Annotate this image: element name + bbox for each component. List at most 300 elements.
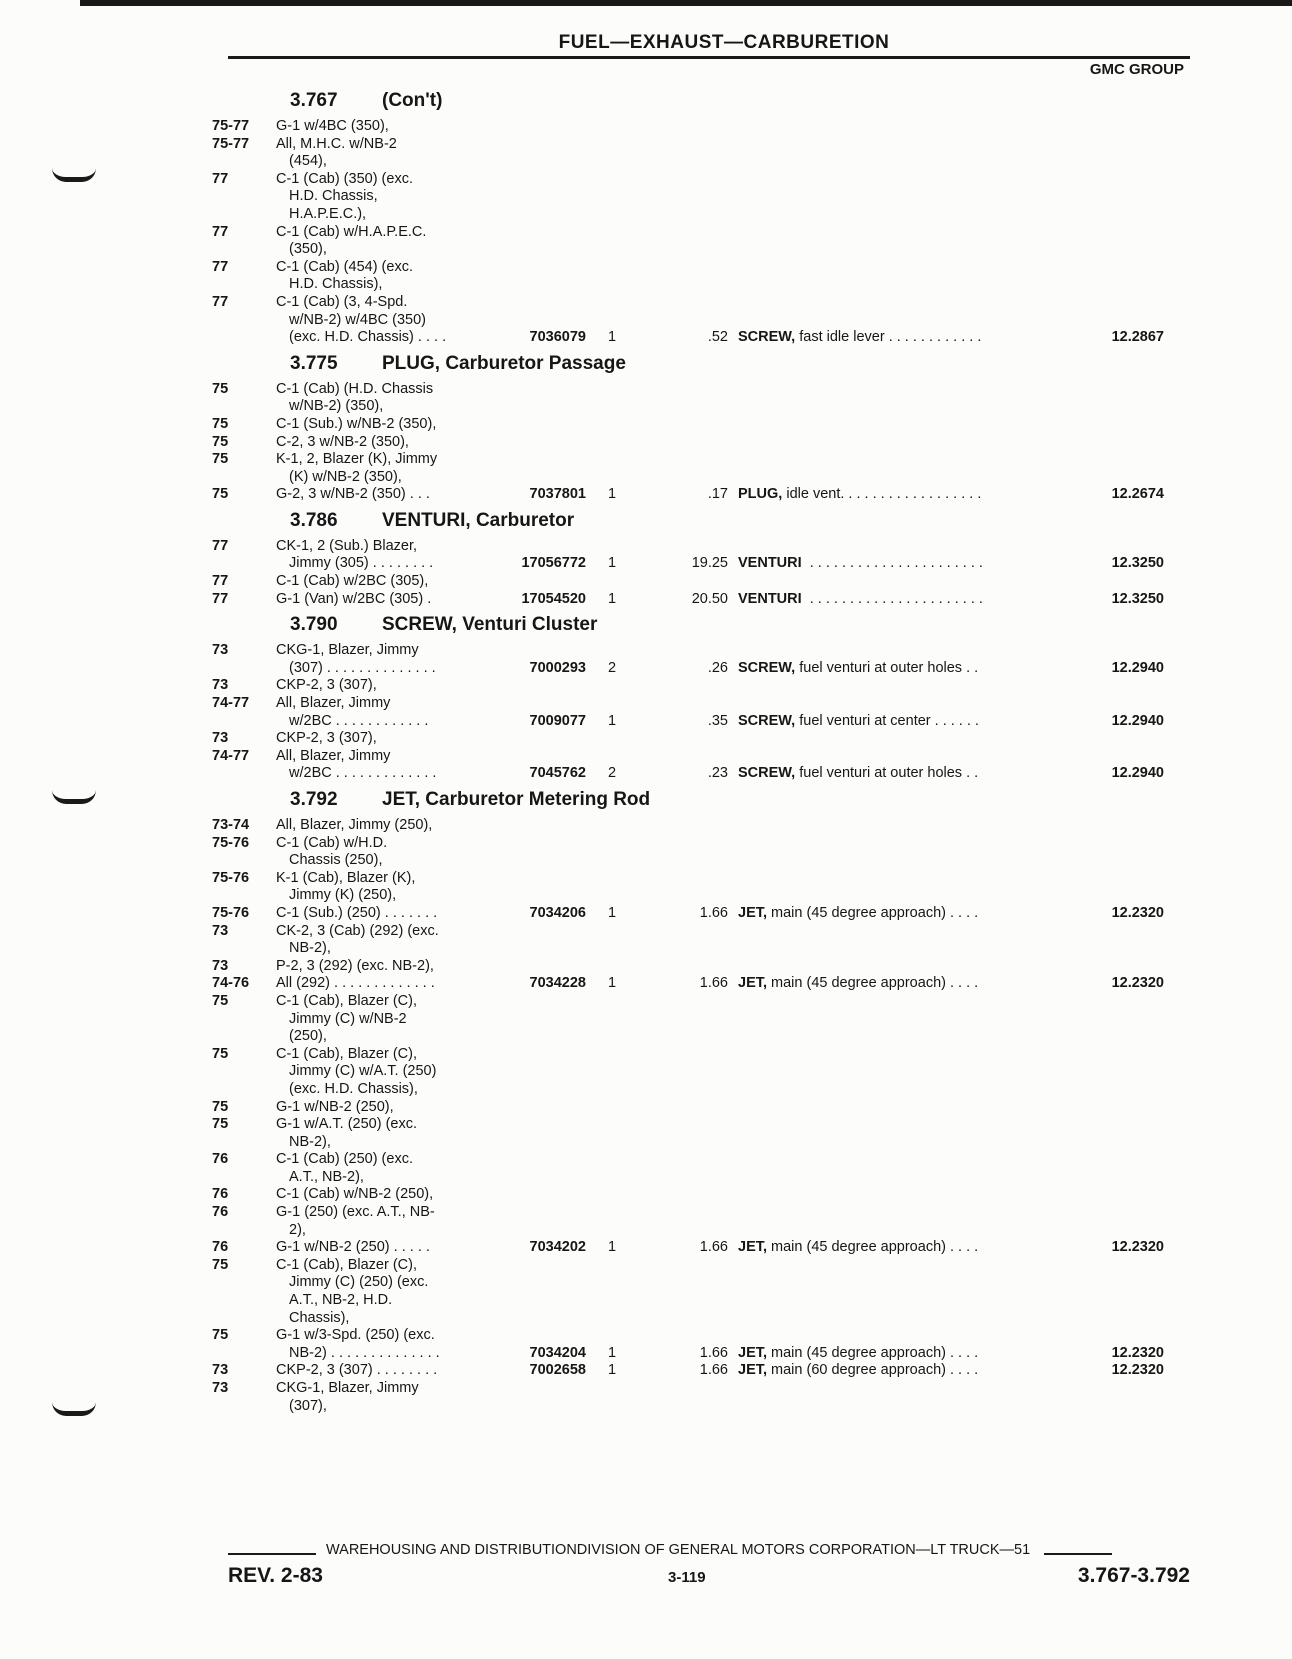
part-number: 7034204 bbox=[529, 1344, 586, 1361]
section-title: SCREW, Venturi Cluster bbox=[382, 614, 598, 636]
model-application bbox=[276, 381, 492, 416]
model-year: 73 bbox=[212, 642, 229, 659]
catalog-section bbox=[212, 789, 1192, 1415]
part-detail: main (60 degree approach) . . . . bbox=[767, 1362, 979, 1379]
section-heading bbox=[212, 90, 1192, 118]
catalog-row bbox=[212, 1046, 1192, 1099]
quantity: 1 bbox=[608, 555, 617, 572]
model-application bbox=[276, 591, 492, 609]
model-application bbox=[276, 1204, 492, 1239]
model-year: 77 bbox=[212, 223, 229, 240]
part-detail: main (45 degree approach) . . . . bbox=[767, 1239, 979, 1256]
model-application bbox=[276, 1116, 492, 1151]
part-description bbox=[738, 905, 1056, 923]
model-line: (exc. H.D. Chassis) . . . . bbox=[289, 329, 447, 346]
part-number: 17054520 bbox=[521, 590, 586, 607]
model-line: C-1 (Sub.) (250) . . . . . . . bbox=[276, 904, 438, 921]
model-year: 75-76 bbox=[212, 834, 250, 851]
model-application bbox=[276, 975, 492, 993]
model-line: CK-2, 3 (Cab) (292) (exc. bbox=[276, 922, 439, 939]
model-line: C-1 (Cab) (454) (exc. bbox=[276, 258, 413, 275]
parts-listing bbox=[212, 84, 1192, 1415]
catalog-row bbox=[212, 993, 1192, 1046]
catalog-group-number: 12.2320 bbox=[1111, 1239, 1164, 1256]
model-application bbox=[276, 730, 492, 748]
price: 20.50 bbox=[691, 590, 728, 607]
model-year: 73 bbox=[212, 677, 229, 694]
model-year: 73 bbox=[212, 730, 229, 747]
part-detail: . . . . . . . . . . . . . . . . . . . . . . bbox=[801, 555, 983, 572]
quantity: 1 bbox=[608, 975, 617, 992]
model-line: NB-2), bbox=[289, 940, 331, 957]
catalog-group-number: 12.2940 bbox=[1111, 712, 1164, 729]
catalog-row bbox=[212, 817, 1192, 835]
model-application bbox=[276, 486, 492, 504]
page-header bbox=[228, 32, 1190, 54]
model-application bbox=[276, 259, 492, 294]
catalog-row bbox=[212, 416, 1192, 434]
part-detail: idle vent. . . . . . . . . . . . . . . . . . bbox=[782, 486, 982, 503]
model-line: Chassis (250), bbox=[289, 852, 383, 869]
model-application bbox=[276, 573, 492, 591]
model-line: G-1 w/NB-2 (250), bbox=[276, 1098, 394, 1115]
part-name: PLUG, bbox=[738, 486, 783, 503]
quantity: 1 bbox=[608, 1239, 617, 1256]
price: .52 bbox=[707, 329, 728, 346]
part-number: 7002658 bbox=[529, 1362, 586, 1379]
model-application bbox=[276, 224, 492, 259]
section-title: VENTURI, Carburetor bbox=[382, 509, 575, 531]
model-year: 73-74 bbox=[212, 817, 250, 833]
model-line: C-1 (Cab) w/2BC (305), bbox=[276, 573, 429, 590]
model-line: 2), bbox=[289, 1221, 306, 1238]
model-year: 75 bbox=[212, 451, 229, 468]
model-line: w/NB-2) w/4BC (350) bbox=[289, 311, 426, 328]
catalog-group-number: 12.2320 bbox=[1111, 1362, 1164, 1379]
catalog-row bbox=[212, 1204, 1192, 1239]
catalog-section bbox=[212, 353, 1192, 504]
model-line: H.D. Chassis, bbox=[289, 188, 378, 205]
model-line: A.T., NB-2, H.D. bbox=[289, 1292, 393, 1309]
model-application bbox=[276, 416, 492, 434]
model-line: H.A.P.E.C.), bbox=[289, 205, 367, 222]
catalog-row bbox=[212, 748, 1192, 783]
model-year: 77 bbox=[212, 537, 229, 554]
price: 19.25 bbox=[691, 555, 728, 572]
price: 1.66 bbox=[699, 975, 728, 992]
catalog-row bbox=[212, 259, 1192, 294]
part-detail: fast idle lever . . . . . . . . . . . . bbox=[795, 329, 982, 346]
catalog-row bbox=[212, 1257, 1192, 1327]
model-line: C-1 (Cab) (350) (exc. bbox=[276, 170, 413, 187]
part-detail: main (45 degree approach) . . . . bbox=[767, 1344, 979, 1361]
model-application bbox=[276, 1099, 492, 1117]
model-application bbox=[276, 870, 492, 905]
model-year: 74-76 bbox=[212, 975, 250, 992]
part-detail: main (45 degree approach) . . . . bbox=[767, 904, 979, 921]
part-number: 7034206 bbox=[529, 904, 586, 921]
part-name: JET, bbox=[738, 904, 768, 921]
model-year: 77 bbox=[212, 170, 229, 187]
model-line: (307), bbox=[289, 1397, 327, 1414]
model-year: 76 bbox=[212, 1204, 229, 1221]
section-heading bbox=[212, 353, 1192, 381]
footer-rule-right bbox=[1044, 1553, 1112, 1555]
model-line: C-1 (Cab), Blazer (C), bbox=[276, 992, 417, 1009]
catalog-row bbox=[212, 1099, 1192, 1117]
price: .17 bbox=[707, 486, 728, 503]
model-year: 75 bbox=[212, 992, 229, 1009]
model-line: NB-2) . . . . . . . . . . . . . . bbox=[289, 1344, 440, 1361]
model-year: 75-76 bbox=[212, 904, 250, 921]
model-year: 73 bbox=[212, 1380, 229, 1396]
model-application bbox=[276, 1257, 492, 1327]
catalog-group-number: 12.3250 bbox=[1111, 590, 1164, 607]
model-application bbox=[276, 817, 492, 835]
model-line: All, M.H.C. w/NB-2 bbox=[276, 135, 397, 152]
part-description bbox=[738, 748, 1056, 783]
part-detail: fuel venturi at outer holes . . bbox=[795, 659, 979, 676]
part-name: SCREW, bbox=[738, 712, 796, 729]
catalog-group-number: 12.2867 bbox=[1111, 329, 1164, 346]
model-line: All, Blazer, Jimmy bbox=[276, 695, 391, 712]
catalog-row bbox=[212, 1362, 1192, 1380]
catalog-row bbox=[212, 905, 1192, 923]
price: 1.66 bbox=[699, 1362, 728, 1379]
catalog-row bbox=[212, 591, 1192, 609]
model-line: K-1 (Cab), Blazer (K), bbox=[276, 869, 416, 886]
section-title: JET, Carburetor Metering Rod bbox=[382, 789, 651, 810]
section-heading bbox=[212, 510, 1192, 538]
catalog-row bbox=[212, 870, 1192, 905]
model-application bbox=[276, 923, 492, 958]
model-line: CKG-1, Blazer, Jimmy bbox=[276, 642, 419, 659]
section-number: 3.790 bbox=[290, 614, 338, 636]
model-application bbox=[276, 136, 492, 171]
model-year: 74-77 bbox=[212, 695, 250, 712]
binder-hole-mark bbox=[52, 790, 96, 804]
title-rule bbox=[228, 56, 1190, 59]
catalog-row bbox=[212, 573, 1192, 591]
model-year: 76 bbox=[212, 1186, 229, 1203]
catalog-section bbox=[212, 614, 1192, 783]
section-heading bbox=[212, 614, 1192, 642]
model-line: All, Blazer, Jimmy (250), bbox=[276, 817, 433, 833]
part-detail: main (45 degree approach) . . . . bbox=[767, 975, 979, 992]
model-line: G-1 w/4BC (350), bbox=[276, 118, 389, 134]
catalog-row bbox=[212, 1380, 1192, 1415]
catalog-row bbox=[212, 835, 1192, 870]
model-year: 77 bbox=[212, 573, 229, 590]
part-number: 7009077 bbox=[529, 712, 586, 729]
model-line: All (292) . . . . . . . . . . . . . bbox=[276, 975, 435, 992]
model-line: (exc. H.D. Chassis), bbox=[289, 1080, 418, 1097]
section-title: (Con't) bbox=[382, 90, 443, 111]
part-number: 7036079 bbox=[529, 329, 586, 346]
quantity: 1 bbox=[608, 904, 617, 921]
catalog-row bbox=[212, 923, 1192, 958]
section-number: 3.767 bbox=[290, 90, 338, 111]
model-application bbox=[276, 958, 492, 976]
quantity: 1 bbox=[608, 329, 617, 346]
model-year: 77 bbox=[212, 590, 229, 607]
model-application bbox=[276, 1046, 492, 1099]
model-application bbox=[276, 748, 492, 783]
model-line: Jimmy (C) (250) (exc. bbox=[289, 1274, 429, 1291]
model-year: 76 bbox=[212, 1151, 229, 1168]
model-year: 75 bbox=[212, 1327, 229, 1344]
part-detail: fuel venturi at outer holes . . bbox=[795, 765, 979, 782]
model-line: w/NB-2) (350), bbox=[289, 398, 384, 415]
part-description bbox=[738, 695, 1056, 730]
footer-line bbox=[228, 1542, 1190, 1558]
model-line: CK-1, 2 (Sub.) Blazer, bbox=[276, 537, 418, 554]
footer-rule-left bbox=[228, 1553, 316, 1555]
catalog-row bbox=[212, 486, 1192, 504]
part-number: 17056772 bbox=[521, 555, 586, 572]
part-name: JET, bbox=[738, 1239, 768, 1256]
model-line: Jimmy (C) w/NB-2 bbox=[289, 1010, 407, 1027]
model-line: C-1 (Cab) w/H.D. bbox=[276, 834, 388, 851]
model-application bbox=[276, 835, 492, 870]
model-line: G-1 (250) (exc. A.T., NB- bbox=[276, 1204, 435, 1221]
page-title: FUEL—EXHAUST—CARBURETION bbox=[558, 32, 890, 53]
model-line: C-1 (Sub.) w/NB-2 (350), bbox=[276, 415, 437, 432]
model-year: 75-77 bbox=[212, 118, 250, 134]
part-name: JET, bbox=[738, 1362, 768, 1379]
catalog-row bbox=[212, 118, 1192, 136]
price: 1.66 bbox=[699, 1344, 728, 1361]
model-line: w/2BC . . . . . . . . . . . . bbox=[289, 712, 429, 729]
model-line: All, Blazer, Jimmy bbox=[276, 747, 391, 764]
model-year: 76 bbox=[212, 1239, 229, 1256]
model-year: 75 bbox=[212, 1098, 229, 1115]
section-number: 3.786 bbox=[290, 509, 338, 531]
part-number: 7045762 bbox=[529, 765, 586, 782]
part-detail: . . . . . . . . . . . . . . . . . . . . . . bbox=[801, 590, 983, 607]
footer-text: WAREHOUSING AND DISTRIBUTIONDIVISION OF GENERAL MOTORS CORPORATION—LT TRUCK—51 bbox=[326, 1542, 1031, 1558]
model-line: (307) . . . . . . . . . . . . . . bbox=[289, 659, 436, 676]
price: 1.66 bbox=[699, 904, 728, 921]
part-description bbox=[738, 591, 1056, 609]
model-application bbox=[276, 1380, 492, 1415]
model-line: CKP-2, 3 (307), bbox=[276, 677, 377, 694]
catalog-row bbox=[212, 171, 1192, 224]
catalog-row bbox=[212, 434, 1192, 452]
quantity: 1 bbox=[608, 1362, 617, 1379]
part-description bbox=[738, 642, 1056, 677]
part-detail: fuel venturi at center . . . . . . bbox=[795, 712, 979, 729]
binder-hole-mark bbox=[52, 1402, 96, 1416]
catalog-section bbox=[212, 510, 1192, 608]
part-description bbox=[738, 294, 1056, 347]
part-number: 7034202 bbox=[529, 1239, 586, 1256]
model-line: G-1 w/NB-2 (250) . . . . . bbox=[276, 1239, 430, 1256]
model-line: CKP-2, 3 (307), bbox=[276, 730, 377, 747]
catalog-row bbox=[212, 294, 1192, 347]
section-heading bbox=[212, 789, 1192, 817]
part-name: VENTURI bbox=[738, 555, 802, 572]
model-application bbox=[276, 993, 492, 1046]
model-line: C-1 (Cab), Blazer (C), bbox=[276, 1256, 417, 1273]
model-application bbox=[276, 1362, 492, 1380]
section-range: 3.767-3.792 bbox=[1077, 1564, 1190, 1587]
catalog-row bbox=[212, 1151, 1192, 1186]
quantity: 2 bbox=[608, 765, 617, 782]
model-line: (350), bbox=[289, 241, 327, 258]
model-application bbox=[276, 294, 492, 347]
catalog-row bbox=[212, 677, 1192, 695]
binder-hole-mark bbox=[52, 168, 96, 182]
model-line: C-1 (Cab) (250) (exc. bbox=[276, 1151, 413, 1168]
part-number: 7000293 bbox=[529, 659, 586, 676]
model-application bbox=[276, 905, 492, 923]
model-line: NB-2), bbox=[289, 1133, 331, 1150]
catalog-row bbox=[212, 538, 1192, 573]
model-year: 75 bbox=[212, 1256, 229, 1273]
catalog-row bbox=[212, 695, 1192, 730]
part-number: 7034228 bbox=[529, 975, 586, 992]
group-label: GMC GROUP bbox=[1089, 61, 1184, 78]
catalog-group-number: 12.2940 bbox=[1111, 659, 1164, 676]
model-line: K-1, 2, Blazer (K), Jimmy bbox=[276, 451, 438, 468]
price: 1.66 bbox=[699, 1239, 728, 1256]
model-line: w/2BC . . . . . . . . . . . . . bbox=[289, 765, 437, 782]
model-year: 75-77 bbox=[212, 135, 250, 152]
model-line: G-1 w/3-Spd. (250) (exc. bbox=[276, 1327, 435, 1344]
model-application bbox=[276, 677, 492, 695]
catalog-row bbox=[212, 730, 1192, 748]
model-application bbox=[276, 451, 492, 486]
catalog-row bbox=[212, 451, 1192, 486]
model-application bbox=[276, 434, 492, 452]
price: .26 bbox=[707, 659, 728, 676]
catalog-row bbox=[212, 1327, 1192, 1362]
model-line: Jimmy (K) (250), bbox=[289, 887, 397, 904]
section-number: 3.775 bbox=[290, 352, 338, 374]
part-name: VENTURI bbox=[738, 590, 802, 607]
catalog-row bbox=[212, 136, 1192, 171]
part-name: SCREW, bbox=[738, 329, 796, 346]
model-application bbox=[276, 695, 492, 730]
catalog-group-number: 12.2320 bbox=[1111, 1344, 1164, 1361]
catalog-group-number: 12.2320 bbox=[1111, 975, 1164, 992]
model-line: G-1 w/A.T. (250) (exc. bbox=[276, 1116, 418, 1133]
model-line: G-2, 3 w/NB-2 (350) . . . bbox=[276, 486, 430, 503]
model-line: C-1 (Cab) w/H.A.P.E.C. bbox=[276, 223, 427, 240]
part-name: JET, bbox=[738, 1344, 768, 1361]
catalog-row bbox=[212, 1239, 1192, 1257]
model-application bbox=[276, 118, 492, 136]
part-description bbox=[738, 486, 1056, 504]
model-application bbox=[276, 642, 492, 677]
model-year: 73 bbox=[212, 922, 229, 939]
model-year: 75 bbox=[212, 1045, 229, 1062]
model-line: C-1 (Cab) (H.D. Chassis bbox=[276, 380, 434, 397]
model-year: 75 bbox=[212, 486, 229, 503]
model-year: 73 bbox=[212, 1362, 229, 1379]
catalog-group-number: 12.2674 bbox=[1111, 486, 1164, 503]
quantity: 1 bbox=[608, 1344, 617, 1361]
part-name: SCREW, bbox=[738, 765, 796, 782]
catalog-group-number: 12.3250 bbox=[1111, 555, 1164, 572]
catalog-row bbox=[212, 224, 1192, 259]
model-application bbox=[276, 171, 492, 224]
quantity: 1 bbox=[608, 486, 617, 503]
top-edge-bar bbox=[80, 0, 1292, 6]
catalog-group-number: 12.2940 bbox=[1111, 765, 1164, 782]
model-line: H.D. Chassis), bbox=[289, 276, 383, 293]
section-title: PLUG, Carburetor Passage bbox=[382, 352, 626, 374]
model-application bbox=[276, 1151, 492, 1186]
catalog-row bbox=[212, 975, 1192, 993]
model-line: (250), bbox=[289, 1028, 327, 1045]
part-name: JET, bbox=[738, 975, 768, 992]
model-line: G-1 (Van) w/2BC (305) . bbox=[276, 590, 432, 607]
revision-label: REV. 2-83 bbox=[228, 1564, 323, 1587]
model-application bbox=[276, 1186, 492, 1204]
part-description bbox=[738, 1239, 1056, 1257]
model-line: Chassis), bbox=[289, 1309, 350, 1326]
model-year: 77 bbox=[212, 293, 229, 310]
price: .35 bbox=[707, 712, 728, 729]
catalog-row bbox=[212, 1186, 1192, 1204]
model-year: 75 bbox=[212, 415, 229, 432]
catalog-row bbox=[212, 958, 1192, 976]
page-number: 3-119 bbox=[668, 1569, 706, 1586]
part-description bbox=[738, 1362, 1056, 1380]
model-year: 74-77 bbox=[212, 747, 250, 764]
model-line: P-2, 3 (292) (exc. NB-2), bbox=[276, 957, 434, 974]
part-description bbox=[738, 1327, 1056, 1362]
model-year: 75 bbox=[212, 433, 229, 450]
catalog-row bbox=[212, 381, 1192, 416]
quantity: 1 bbox=[608, 712, 617, 729]
quantity: 2 bbox=[608, 659, 617, 676]
model-line: (454), bbox=[289, 153, 327, 170]
model-application bbox=[276, 538, 492, 573]
part-name: SCREW, bbox=[738, 659, 796, 676]
model-year: 75 bbox=[212, 380, 229, 397]
model-line: CKG-1, Blazer, Jimmy bbox=[276, 1380, 419, 1396]
model-line: CKP-2, 3 (307) . . . . . . . . bbox=[276, 1362, 438, 1379]
model-year: 73 bbox=[212, 957, 229, 974]
model-line: C-1 (Cab), Blazer (C), bbox=[276, 1045, 417, 1062]
model-line: C-2, 3 w/NB-2 (350), bbox=[276, 433, 409, 450]
model-line: C-1 (Cab) (3, 4-Spd. bbox=[276, 293, 408, 310]
catalog-row bbox=[212, 642, 1192, 677]
part-description bbox=[738, 975, 1056, 993]
model-year: 75 bbox=[212, 1116, 229, 1133]
catalog-section bbox=[212, 90, 1192, 347]
model-line: (K) w/NB-2 (350), bbox=[289, 468, 402, 485]
catalog-row bbox=[212, 1116, 1192, 1151]
section-number: 3.792 bbox=[290, 789, 338, 810]
model-line: A.T., NB-2), bbox=[289, 1168, 364, 1185]
part-number: 7037801 bbox=[529, 486, 586, 503]
quantity: 1 bbox=[608, 590, 617, 607]
model-year: 77 bbox=[212, 258, 229, 275]
part-description bbox=[738, 538, 1056, 573]
model-application bbox=[276, 1327, 492, 1362]
model-line: Jimmy (305) . . . . . . . . bbox=[289, 555, 434, 572]
model-line: C-1 (Cab) w/NB-2 (250), bbox=[276, 1186, 434, 1203]
catalog-group-number: 12.2320 bbox=[1111, 904, 1164, 921]
model-line: Jimmy (C) w/A.T. (250) bbox=[289, 1063, 437, 1080]
price: .23 bbox=[707, 765, 728, 782]
model-application bbox=[276, 1239, 492, 1257]
model-year: 75-76 bbox=[212, 869, 250, 886]
